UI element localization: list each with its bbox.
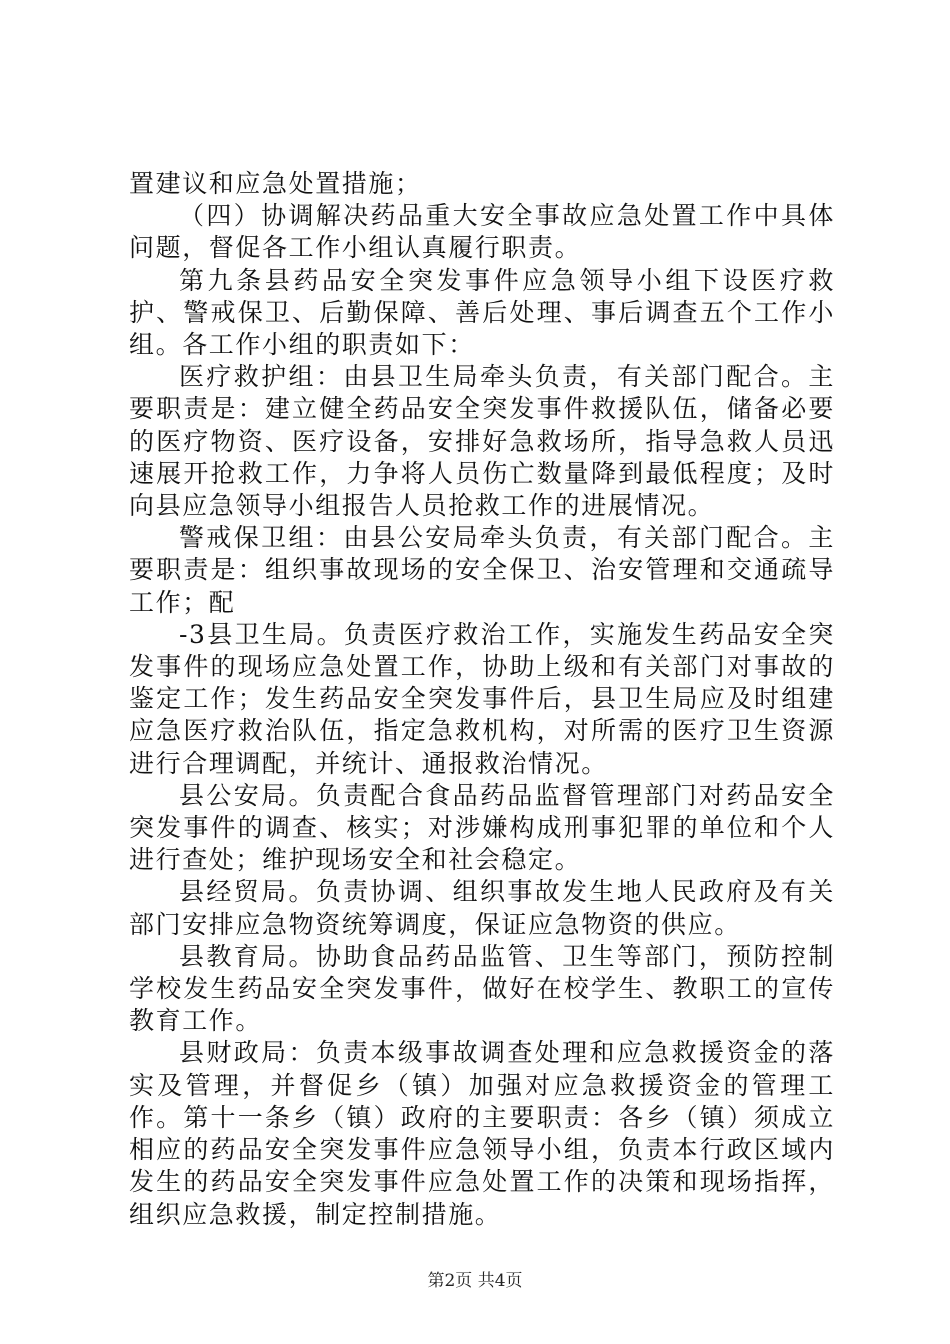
document-body: [129, 168, 835, 1231]
page-number-footer: 第2页 共4页: [427, 1271, 523, 1291]
paragraph-9: 县教育局。协助食品药品监管、卫生等部门，预防控制学校发生药品安全突发事件，做好在校学生、教职工的宣传教育工作。: [129, 941, 835, 1036]
paragraph-4: 医疗救护组：由县卫生局牵头负责，有关部门配合。主要职责是：建立健全药品安全突发事件救援队伍，储备必要的医疗物资、医疗设备，安排好急救场所，指导急救人员迅速展开抢救工作，力争将人员伤亡数量降到最低程度；及时向县应急领导小组报告人员抢救工作的进展情况。: [129, 362, 835, 521]
paragraph-1: 置建议和应急处置措施；: [129, 169, 422, 198]
paragraph-7: 县公安局。负责配合食品药品监督管理部门对药品安全突发事件的调查、核实；对涉嫌构成刑事犯罪的单位和个人进行查处；维护现场安全和社会稳定。: [129, 780, 835, 875]
paragraph-6: -3县卫生局。负责医疗救治工作，实施发生药品安全突发事件的现场应急处置工作，协助上级和有关部门对事故的鉴定工作；发生药品安全突发事件后，县卫生局应及时组建应急医疗救治队伍，指定急救机构，对所需的医疗卫生资源进行合理调配，并统计、通报救治情况。: [129, 619, 835, 778]
paragraph-2: （四）协调解决药品重大安全事故应急处置工作中具体问题，督促各工作小组认真履行职责。: [129, 201, 835, 263]
paragraph-8: 县经贸局。负责协调、组织事故发生地人民政府及有关部门安排应急物资统筹调度，保证应急物资的供应。: [129, 877, 835, 939]
paragraph-5: 警戒保卫组：由县公安局牵头负责，有关部门配合。主要职责是：组织事故现场的安全保卫、治安管理和交通疏导工作；配: [129, 523, 835, 617]
paragraph-10: 县财政局：负责本级事故调查处理和应急救援资金的落实及管理，并督促乡（镇）加强对应急救援资金的管理工作。第十一条乡（镇）政府的主要职责：各乡（镇）须成立相应的药品安全突发事件应急领导小组，负责本行政区域内发生的药品安全突发事件应急处置工作的决策和现场指挥，组织应急救援，制定控制措施。: [129, 1038, 835, 1229]
paragraph-3: 第九条县药品安全突发事件应急领导小组下设医疗救护、警戒保卫、后勤保障、善后处理、事后调查五个工作小组。各工作小组的职责如下：: [129, 265, 835, 360]
